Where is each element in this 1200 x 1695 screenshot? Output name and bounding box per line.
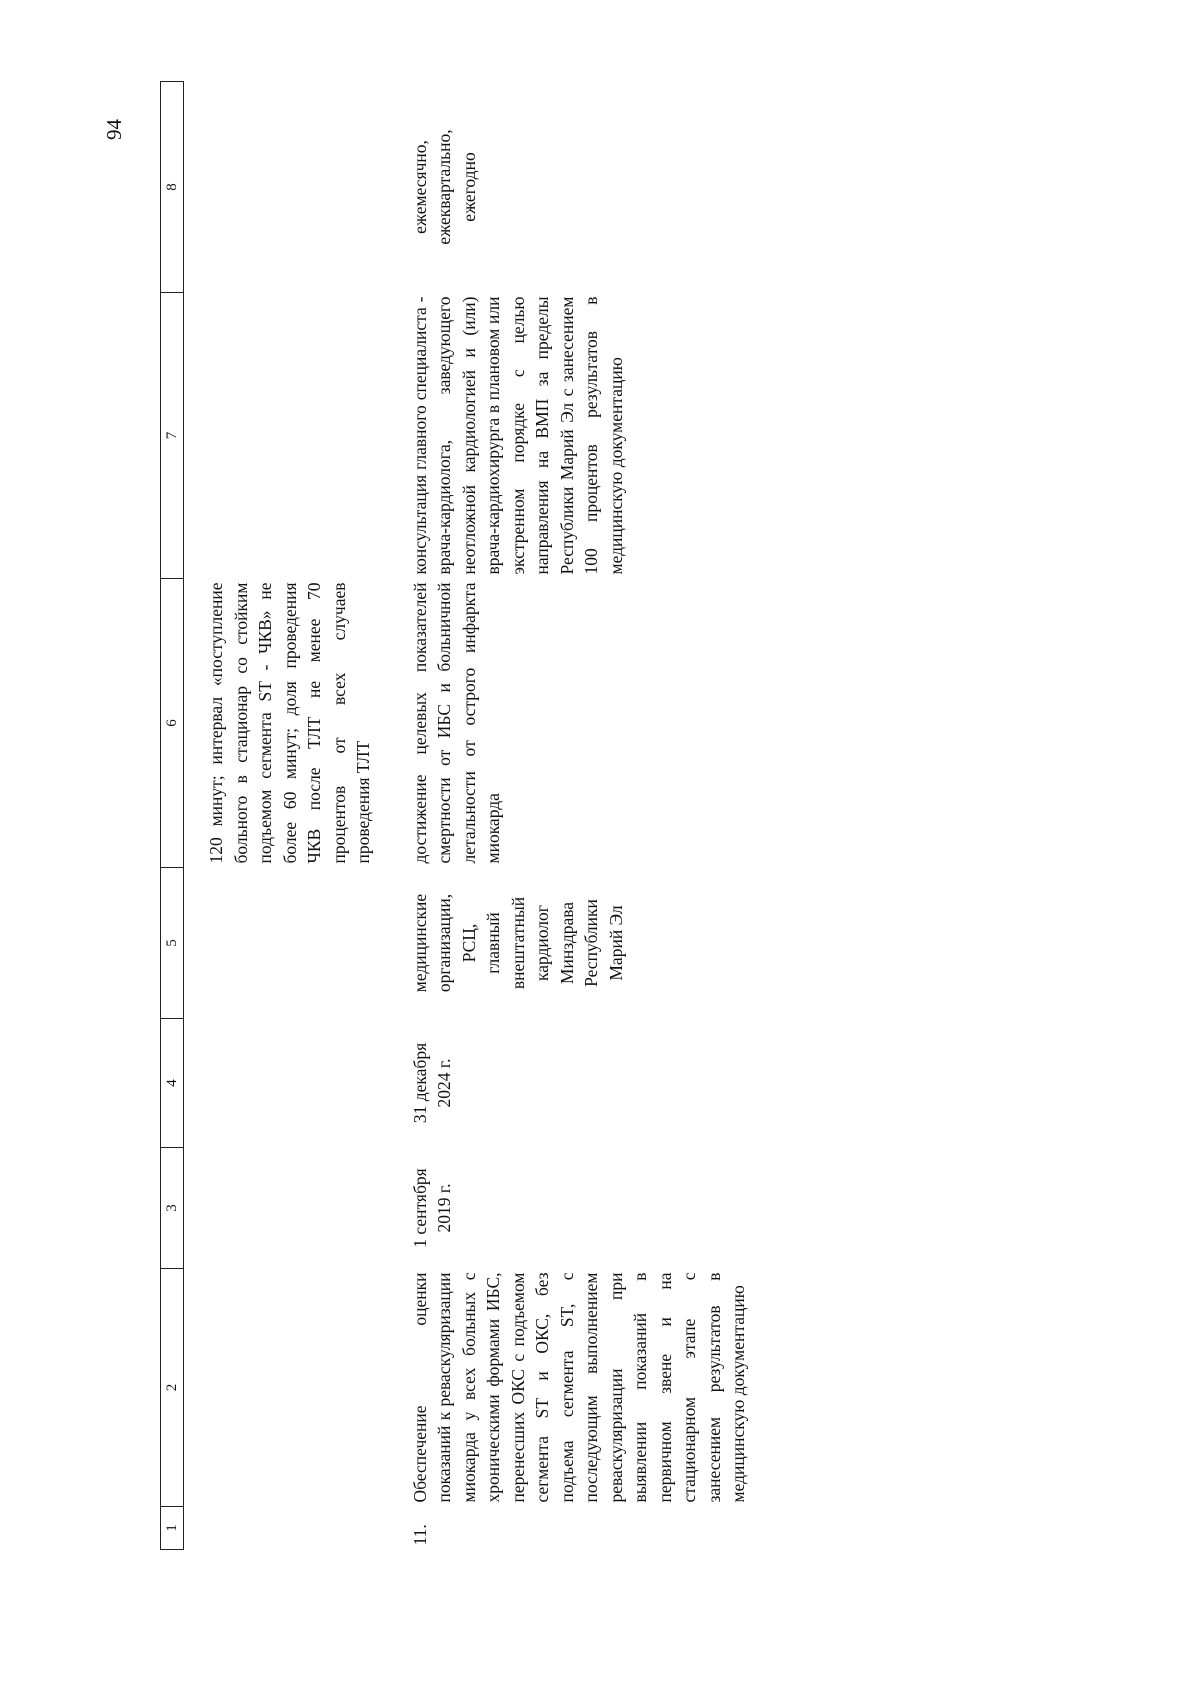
- column-number: 5: [161, 868, 184, 1019]
- frequency-line: ежегодно: [458, 152, 479, 222]
- column-number: 8: [161, 82, 184, 293]
- responsible-line: организации,: [434, 893, 454, 993]
- table-row-item-11: [392, 82, 751, 1550]
- measure-cell: Обеспечение оценки показаний к реваскуляризации миокарда у всех больных с хроническими формами ИБС, перенесших ОКС с подъемом сегмента ST и ОКС, без подъема сегмента ST, с последующим выполнением реваскуляризации при выявлении показаний в первичном звене и на стационарном этапе с занесением результатов в медицинскую документацию: [409, 1272, 748, 1503]
- responsible-line: внештатный: [507, 896, 528, 990]
- frequency-line: ежеквартально,: [434, 129, 454, 245]
- end-date-line: 2024 г.: [434, 1058, 454, 1108]
- continuation-row: [184, 82, 392, 1550]
- empty-cell: [184, 868, 392, 1019]
- column-number: 7: [161, 293, 184, 579]
- empty-cell: [184, 1148, 392, 1269]
- empty-cell: [184, 82, 392, 293]
- item-number: 11.: [409, 1524, 430, 1546]
- empty-cell: [184, 1019, 392, 1148]
- responsible-line: Республики: [581, 899, 601, 987]
- responsible-line: Минздрава: [556, 901, 577, 985]
- empty-cell: [184, 293, 392, 579]
- plan-table: [160, 81, 751, 1550]
- column-number: 2: [161, 1269, 184, 1507]
- continued-result-cell: 120 минут; интервал «поступление больного в стационар со стойким подъемом сегмента ST - ЧКВ» не более 60 минут; доля проведения ЧКВ после ТЛТ не менее 70 процентов от всех случаев проведения ТЛТ: [206, 582, 373, 864]
- end-date-line: 31 декабря: [409, 1042, 430, 1124]
- responsible-line: главный: [483, 912, 503, 974]
- responsible-line: медицинские: [409, 893, 430, 993]
- result-cell: достижение целевых показателей смертности от ИБС и больничной летальности от острого инфаркта миокарда: [409, 582, 503, 864]
- empty-cell: [184, 1507, 392, 1550]
- frequency-line: ежемесячно,: [409, 140, 430, 234]
- column-number: 6: [161, 579, 184, 868]
- column-number: 1: [161, 1507, 184, 1550]
- column-number-row: [161, 82, 184, 1550]
- responsible-cell: [392, 868, 751, 1019]
- responsible-line: кардиолог: [532, 905, 552, 981]
- end-date-cell: [392, 1019, 751, 1148]
- column-number: 4: [161, 1019, 184, 1148]
- rotated-table-page: [160, 90, 980, 1550]
- responsible-line: РСЦ,: [458, 923, 479, 963]
- start-date-line: 1 сентября: [409, 1168, 430, 1248]
- responsible-line: Марий Эл: [605, 905, 626, 981]
- page-number: 94: [102, 119, 126, 140]
- start-date-line: 2019 г.: [434, 1183, 454, 1233]
- frequency-cell: [392, 82, 751, 293]
- column-number: 3: [161, 1148, 184, 1269]
- start-date-cell: [392, 1148, 751, 1269]
- empty-cell: [184, 1269, 392, 1507]
- control-cell: консультация главного специалиста - врача-кардиолога, заведующего неотложной кардиологией и (или) врача-кардиохирурга в плановом или экстренном порядке с целью направления на ВМП за пределы Республики Марий Эл с занесением 100 процентов результатов в медицинскую документацию: [409, 296, 626, 575]
